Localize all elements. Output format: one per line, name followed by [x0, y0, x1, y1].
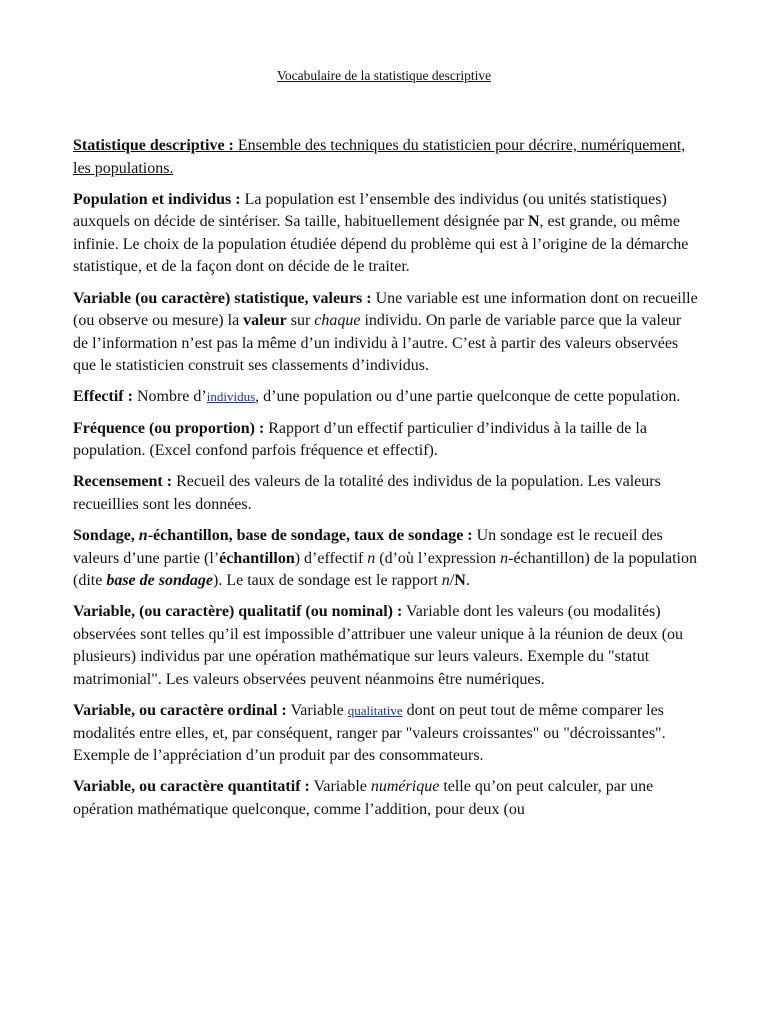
definition-variable-ordinal	[73, 700, 698, 768]
qualitative-link[interactable]: qualitative	[347, 703, 403, 719]
definition-text: dont on peut tout de même comparer les modalités entre elles, et, par conséquent, ranger par "valeurs croissantes" ou "décroissantes". Exemple de l’appréciation d’un produit par des consommateurs.	[73, 702, 666, 765]
definition-text: Variable dont les valeurs (ou modalités) observées sont telles qu’il est impossible d’attribuer une valeur unique à la réunion de deux (ou plusieurs) individus par une opération mathématique sur leurs valeurs. Exemple du "statut matrimonial". Les valeurs observées peuvent néanmoins être numériques.	[73, 603, 684, 688]
symbol-n: n	[367, 549, 376, 567]
definition-text: ) d’effectif	[294, 549, 368, 567]
definition-text: ). Le taux de sondage est le rapport	[212, 572, 442, 590]
definition-text: Variable	[286, 702, 348, 720]
definition-text: , est grande, ou même infinie. Le choix de la population étudiée dépend du problème qui est à l’origine de la démarche statistique, et de la façon dont on décide de le traiter.	[73, 213, 689, 276]
term: Fréquence (ou proportion) :	[73, 419, 265, 437]
term: Variable, ou caractère ordinal :	[73, 702, 287, 720]
definition-sondage	[73, 525, 698, 593]
emphasis-numerique: numérique	[370, 778, 440, 796]
definition-statistique-descriptive	[73, 135, 698, 180]
definition-text: sur	[286, 312, 315, 330]
definition-text: Rapport d’un effectif particulier d’individus à la taille de la population. (Excel confond parfois fréquence et effectif).	[73, 419, 647, 460]
term: Sondage, n-échantillon, base de sondage, taux de sondage :	[73, 526, 473, 544]
symbol-N: N	[527, 213, 540, 231]
definition-text: .	[465, 572, 470, 590]
individus-link[interactable]: individus	[206, 389, 256, 405]
definition-text: Recueil des valeurs de la totalité des individus de la population. Les valeurs recueillies sont les données.	[73, 473, 661, 513]
document-title: Vocabulaire de la statistique descriptive	[276, 68, 492, 83]
emphasis-chaque: chaque	[314, 312, 361, 330]
emphasis-echantillon: échantillon	[219, 549, 295, 567]
emphasis-base-de-sondage: base de sondage	[106, 572, 213, 590]
definition-text: Ensemble des techniques du statisticien pour décrire, numériquement, les populations.	[73, 137, 686, 177]
definition-text: Variable	[309, 778, 371, 796]
symbol-N: N	[454, 572, 466, 590]
definition-variable-quantitatif	[73, 776, 698, 821]
symbol-n: n	[500, 549, 509, 567]
definition-effectif	[73, 386, 698, 409]
definition-variable-qualitatif	[73, 601, 698, 691]
term: Statistique descriptive :	[73, 137, 234, 154]
definition-text: Un sondage est le recueil des valeurs d’une partie (l’	[73, 526, 663, 567]
emphasis-valeur: valeur	[243, 312, 287, 330]
definition-frequence	[73, 418, 698, 463]
definition-text: Nombre d’	[132, 388, 207, 406]
definition-variable	[73, 288, 698, 378]
term: Effectif :	[73, 388, 133, 406]
symbol-n: n	[441, 572, 450, 590]
definition-text: (d’où l’expression	[375, 549, 501, 567]
definition-text: -échantillon) de la population (dite	[73, 549, 697, 590]
definition-population	[73, 189, 698, 279]
term: Population et individus :	[73, 190, 241, 208]
term: Variable, (ou caractère) qualitatif (ou nominal) :	[73, 603, 403, 621]
definition-text: telle qu’on peut calculer, par une opération mathématique quelconque, comme l’addition, pour deux (ou	[73, 778, 654, 818]
definition-text: individu. On parle de variable parce que la valeur de l’information n’est pas la même d’un individu à l’autre. C’est à partir des valeurs observées que le statisticien construit ses classements d’individus.	[73, 312, 682, 375]
term: Variable, ou caractère quantitatif :	[73, 778, 310, 796]
term: Variable (ou caractère) statistique, valeurs :	[73, 289, 372, 307]
definition-text: , d’une population ou d’une partie quelconque de cette population.	[255, 388, 681, 406]
document-body	[73, 135, 698, 830]
definition-text: /	[449, 572, 455, 590]
definition-text: La population est l’ensemble des individus (ou unités statistiques) auxquels on décide de sintériser. Sa taille, habituellement désignée par	[73, 190, 667, 231]
term: Recensement :	[73, 473, 173, 491]
definition-recensement	[73, 471, 698, 516]
definition-text: Une variable est une information dont on recueille (ou observe ou mesure) la	[73, 289, 698, 330]
